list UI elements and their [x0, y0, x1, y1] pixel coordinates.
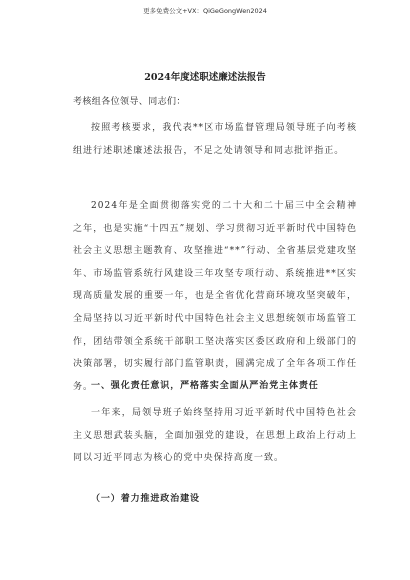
- paragraph-section-1: 一年来，局领导班子始终坚持用习近平新时代中国特色社会主义思想武装头脑，全面加强党的建设，在思想上政治上行动上同以习近平同志为核心的党中央保持高度一致。: [73, 408, 357, 464]
- document-title: 2024年度述职述廉述法报告: [144, 72, 266, 83]
- paragraph-intro: 按照考核要求，我代表**区市场监督管理局领导班子向考核组进行述职述廉述法报告，不足之处请领导和同志批评指正。: [73, 123, 357, 156]
- section-heading-1: 一、强化责任意识，严格落实全面从严治党主体责任: [91, 381, 319, 391]
- paragraph-overview: 2024年是全面贯彻落实党的二十大和二十届三中全会精神之年，也是实施“十四五”规划、学习贯彻习近平新时代中国特色社会主义思想主题教育、攻坚推进“**”行动、全省基层党建攻坚年、市场监管系统行风建设三年攻坚专项行动、系统推进**区实现高质量发展的重要一年，也是全省优化营商环境攻坚突破年，全局坚持以习近平新时代中国特色社会主义思想统领市场监管工作，团结带领全系统干部职工坚决落实区委区政府和上级部门的决策部署，切实履行部门监管职责，圆满完成了全年各项工作任务。: [73, 201, 357, 392]
- header-note: 更多免费公文+VX：QiGeGongWen2024: [143, 7, 267, 15]
- salutation: 考核组各位领导、同志们：: [73, 97, 186, 107]
- subsection-heading-1: （一）着力推进政治建设: [91, 494, 200, 504]
